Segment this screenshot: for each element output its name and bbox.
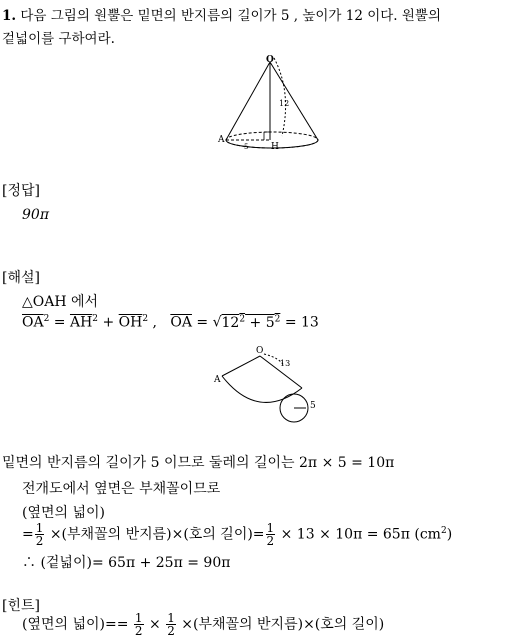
net-edge-a	[222, 356, 260, 376]
solution-line-3: (옆면의 넓이)	[22, 505, 105, 521]
label-height: 12	[279, 99, 290, 108]
solution-line-1: 밑면의 반지름의 길이가 5 이므로 둘레의 길이는 2π × 5 = 10π	[2, 455, 395, 471]
fraction-half: $\frac{1}{2}$	[35, 521, 44, 548]
fraction-half: $\frac{1}{2}$	[134, 611, 143, 638]
right-angle-mark	[264, 132, 270, 140]
solution-line-4: = $\frac{1}{2}$ ×(부채꼴의 반지름)×(호의 길이)= $\frac{1}{2}$ × 13 × 10π = 65π $(cm^2)$	[22, 521, 453, 548]
question-line-1	[2, 4, 441, 24]
answer-value: 90π	[22, 207, 50, 223]
equation-result: = 13	[284, 314, 319, 331]
label-radius: 5	[244, 143, 249, 151]
label-O: O	[266, 55, 274, 65]
solution-line-5: ∴ (겉넓이)= 65π + 25π = 90π	[22, 555, 231, 571]
solution-triangle: △OAH 에서	[22, 294, 99, 310]
solution-line-2: 전개도에서 옆면은 부채꼴이므로	[22, 481, 221, 497]
height-brace	[274, 58, 286, 136]
fraction-half: $\frac{1}{2}$	[266, 521, 275, 548]
net-label-slant: 13	[280, 359, 291, 368]
fraction-half: $\frac{1}{2}$	[167, 611, 175, 638]
cone-slant-left	[226, 62, 270, 140]
net-label-radius: 5	[310, 401, 316, 411]
net-label-O: O	[256, 346, 264, 356]
net-figure	[210, 344, 330, 430]
question-text-1: 다음 그림의 원뿔은 밑면의 반지름의 길이가 5 , 높이가 12 이다. 원뿔의	[20, 8, 442, 24]
question-text-2: 겉넓이를 구하여라.	[2, 31, 115, 47]
label-A: A	[218, 135, 225, 145]
hint-header: [힌트]	[2, 598, 40, 614]
hint-line: (옆면의 넓이)== $\frac{1}{2}$ × $\frac{1}{2}$ ×(부채꼴의 반지름)×(호의 길이)	[22, 611, 385, 638]
answer-header: [정답]	[2, 183, 40, 199]
cone-figure	[212, 52, 330, 154]
solution-header: [해설]	[2, 270, 40, 286]
question-number: 1.	[2, 8, 17, 24]
label-H: H	[271, 142, 279, 152]
cone-slant-right	[270, 62, 318, 140]
net-arc	[222, 376, 302, 402]
net-label-A: A	[214, 375, 221, 385]
pythagoras-equation: $\overline{OA}^2 = \overline{AH}^2 + \overline{OH}^2$ , $\overline{OA} = √12^2 + 5^2 = 13$	[22, 314, 319, 331]
